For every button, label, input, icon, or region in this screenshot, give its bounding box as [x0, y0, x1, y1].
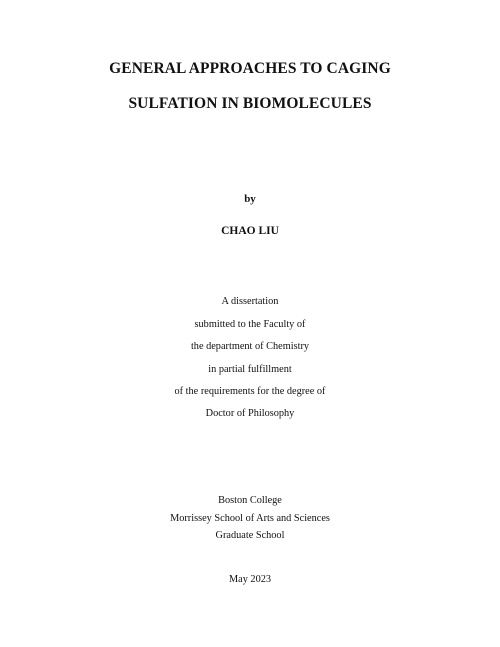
institution-line-3: Graduate School: [215, 530, 285, 541]
dissertation-title-line-2: SULFATION IN BIOMOLECULES: [128, 95, 372, 112]
dissertation-title-line-1: GENERAL APPROACHES TO CAGING: [109, 60, 391, 77]
author-name: CHAO LIU: [221, 225, 279, 237]
statement-line-4: in partial fulfillment: [208, 364, 292, 375]
institution-line-1: Boston College: [218, 495, 282, 506]
statement-line-2: submitted to the Faculty of: [194, 319, 306, 330]
byline: by: [244, 193, 256, 205]
statement-line-5: of the requirements for the degree of: [174, 386, 326, 397]
submission-date: May 2023: [228, 574, 272, 585]
statement-line-6: Doctor of Philosophy: [205, 408, 295, 419]
statement-line-3: the department of Chemistry: [190, 341, 310, 352]
statement-line-1: A dissertation: [221, 296, 279, 307]
institution-line-2: Morrissey School of Arts and Sciences: [170, 513, 330, 524]
